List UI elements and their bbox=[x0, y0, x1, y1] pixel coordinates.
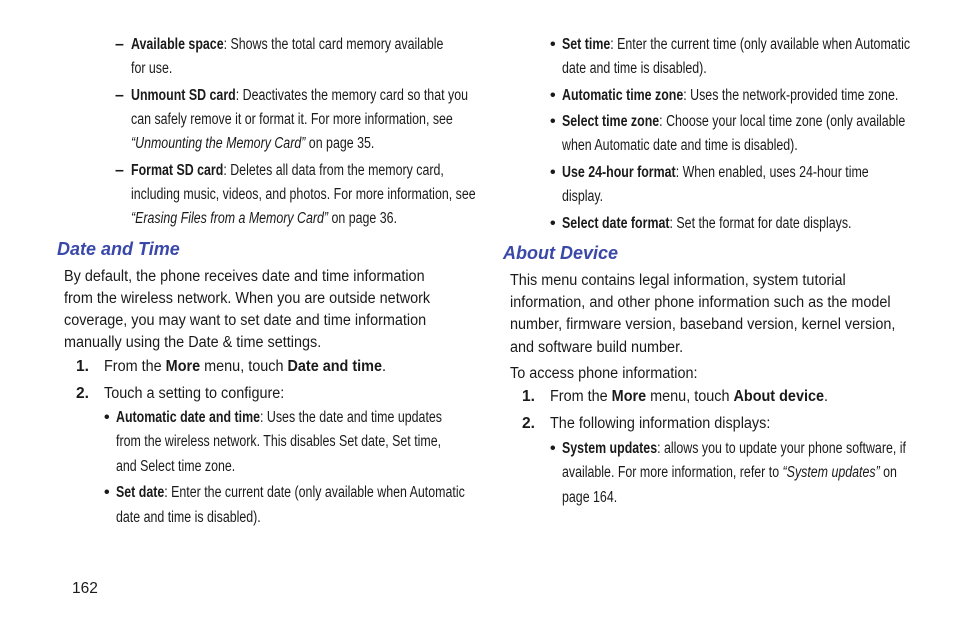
bullet-marker: • bbox=[104, 409, 110, 426]
dash-marker: – bbox=[115, 162, 124, 179]
paragraph-line: and software build number. bbox=[510, 339, 684, 356]
bullet-marker: • bbox=[550, 113, 556, 130]
paragraph-line: coverage, you may want to set date and time information bbox=[64, 312, 427, 329]
step-number: 2. bbox=[522, 415, 535, 432]
bullet-select-date-format: Select date format: Set the format for date displays. bbox=[562, 215, 852, 232]
bullet-text: page 164. bbox=[562, 489, 618, 506]
bullet-text: date and time is disabled). bbox=[116, 509, 261, 526]
bullet-use-24-hour-format: Use 24-hour format: When enabled, uses 24-hour time bbox=[562, 164, 869, 181]
cross-reference: “System updates” bbox=[782, 464, 880, 481]
bullet-marker: • bbox=[550, 87, 556, 104]
bullet-text: when Automatic date and time is disabled). bbox=[562, 137, 798, 154]
bullet-marker: • bbox=[550, 215, 556, 232]
dash-item-format-sd-card: Format SD card: Deletes all data from the memory card, bbox=[131, 162, 444, 179]
dash-item-text: can safely remove it or format it. For more information, see bbox=[131, 111, 453, 128]
dash-marker: – bbox=[115, 36, 124, 53]
paragraph-line: from the wireless network. When you are outside network bbox=[64, 290, 431, 307]
dash-item-available-space: Available space: Shows the total card memory available bbox=[131, 36, 444, 53]
bullet-marker: • bbox=[104, 484, 110, 501]
step-number: 2. bbox=[76, 385, 89, 402]
bullet-text: available. For more information, refer to “System updates” on bbox=[562, 464, 897, 481]
bullet-marker: • bbox=[550, 164, 556, 181]
access-instruction: To access phone information: bbox=[510, 365, 698, 382]
bullet-set-time: Set time: Enter the current time (only available when Automatic bbox=[562, 36, 911, 53]
bullet-text: and Select time zone. bbox=[116, 458, 236, 475]
step-text: From the More menu, touch Date and time. bbox=[104, 358, 387, 375]
cross-reference: “Erasing Files from a Memory Card” on page 36. bbox=[131, 210, 398, 227]
bullet-system-updates: System updates: allows you to update your phone software, if bbox=[562, 440, 906, 457]
bullet-automatic-time-zone: Automatic time zone: Uses the network-provided time zone. bbox=[562, 87, 899, 104]
paragraph-line: This menu contains legal information, system tutorial bbox=[510, 272, 846, 289]
section-heading-about-device: About Device bbox=[503, 243, 619, 263]
dash-marker: – bbox=[115, 87, 124, 104]
bullet-text: display. bbox=[562, 188, 604, 205]
paragraph-line: information, and other phone information such as the model bbox=[510, 294, 891, 311]
bullet-automatic-date-and-time: Automatic date and time: Uses the date and time updates bbox=[116, 409, 442, 426]
step-text: The following information displays: bbox=[550, 415, 771, 432]
bullet-select-time-zone: Select time zone: Choose your local time zone (only available bbox=[562, 113, 906, 130]
step-text: Touch a setting to configure: bbox=[104, 385, 285, 402]
step-number: 1. bbox=[522, 388, 535, 405]
bullet-text: date and time is disabled). bbox=[562, 60, 707, 77]
cross-reference: “Unmounting the Memory Card” on page 35. bbox=[131, 135, 375, 152]
section-heading-date-and-time: Date and Time bbox=[57, 239, 180, 259]
bullet-set-date: Set date: Enter the current date (only available when Automatic bbox=[116, 484, 465, 501]
bullet-marker: • bbox=[550, 440, 556, 457]
bullet-text: from the wireless network. This disables Set date, Set time, bbox=[116, 433, 442, 450]
paragraph-line: By default, the phone receives date and time information bbox=[64, 268, 425, 285]
step-text: From the More menu, touch About device. bbox=[550, 388, 829, 405]
page-number: 162 bbox=[72, 580, 98, 597]
step-number: 1. bbox=[76, 358, 89, 375]
paragraph-line: number, firmware version, baseband version, kernel version, bbox=[510, 316, 896, 333]
dash-item-unmount-sd-card: Unmount SD card: Deactivates the memory card so that you bbox=[131, 87, 468, 104]
paragraph-line: manually using the Date & time settings. bbox=[64, 334, 322, 351]
dash-item-text: for use. bbox=[131, 60, 173, 77]
dash-item-text: including music, videos, and photos. For more information, see bbox=[131, 186, 476, 203]
bullet-marker: • bbox=[550, 36, 556, 53]
